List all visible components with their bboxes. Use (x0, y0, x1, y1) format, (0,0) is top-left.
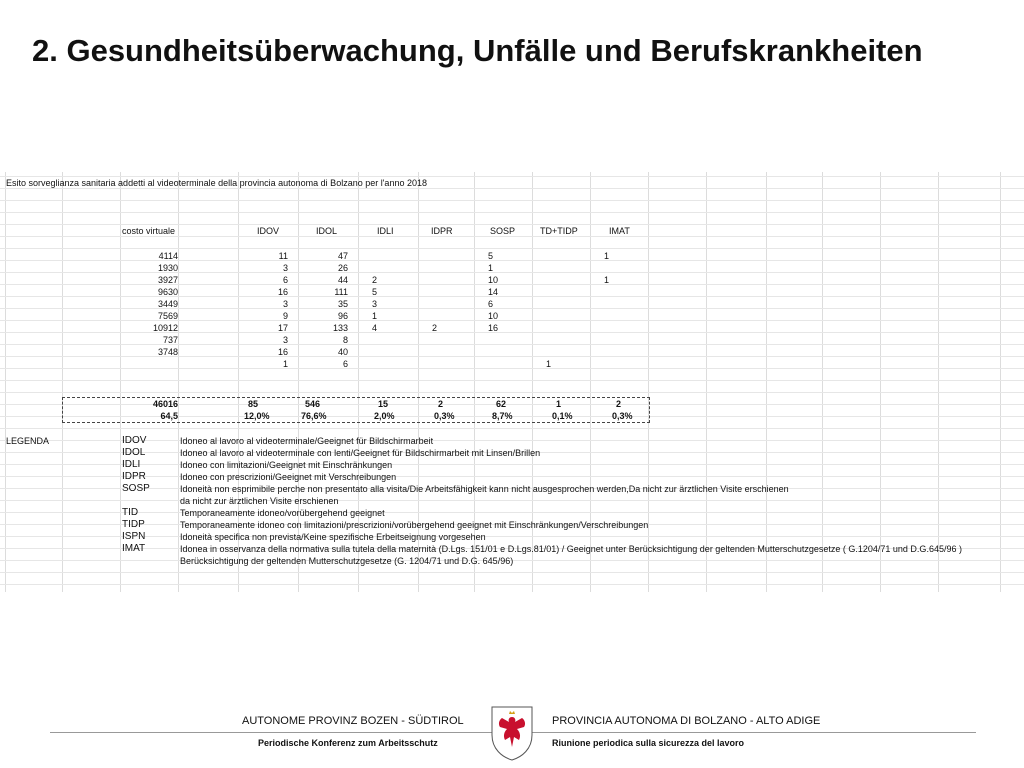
grid-row-line (0, 428, 1024, 429)
table-cell: 737 (162, 335, 178, 345)
table-cell: 3 (282, 263, 288, 273)
grid-column-line (938, 172, 939, 592)
table-cell: 14 (488, 287, 499, 297)
grid-row-line (0, 248, 1024, 249)
footer-left-subtitle: Periodische Konferenz zum Arbeitsschutz (258, 738, 438, 748)
table-cell: 40 (337, 347, 348, 357)
table-cell: 96 (337, 311, 348, 321)
table-cell: 1 (604, 251, 610, 261)
grid-column-line (62, 172, 63, 592)
table-cell: 1 (488, 263, 494, 273)
grid-row-line (0, 584, 1024, 585)
grid-row-line (0, 380, 1024, 381)
legend-label: LEGENDA (6, 436, 50, 446)
legend-code: TIDP (122, 519, 145, 530)
legend-description: Idoneità non esprimibile perche non presentato alla visita/Die Arbeitsfähigkeit kann nicht ausgesprochen werden,Da nicht zur ärztlichen Visite erschienen (180, 484, 789, 494)
table-cell: 10 (488, 311, 499, 321)
totals-cell: 2 (438, 399, 444, 409)
table-cell: 5 (372, 287, 378, 297)
legend-code: IMAT (122, 543, 146, 554)
grid-row-line (0, 440, 1024, 441)
column-header: IDOL (316, 226, 338, 236)
legend-description: Berücksichtigung der geltenden Mutterschutzgesetze (G. 1204/71 und D.G. 645/96) (180, 556, 514, 566)
percent-cell: 64,5 (160, 411, 178, 421)
table-cell: 1 (372, 311, 378, 321)
footer-right-subtitle: Riunione periodica sulla sicurezza del lavoro (552, 738, 745, 748)
legend-code: IDOV (122, 435, 147, 446)
table-cell: 9630 (157, 287, 178, 297)
table-cell: 2 (372, 275, 378, 285)
legend-code: IDOL (122, 447, 146, 458)
table-cell: 6 (342, 359, 348, 369)
grid-column-line (766, 172, 767, 592)
legend-description: Idoneo al lavoro al videoterminale/Geeignet für Bildschirmarbeit (180, 436, 434, 446)
table-cell: 10 (488, 275, 499, 285)
totals-cell: 62 (496, 399, 507, 409)
percent-cell: 76,6% (301, 411, 327, 421)
table-cell: 3449 (157, 299, 178, 309)
totals-cell: 546 (305, 399, 321, 409)
spreadsheet-screenshot (0, 172, 1024, 592)
footer-left-title: AUTONOME PROVINZ BOZEN - SÜDTIROL (242, 715, 464, 727)
totals-box (62, 397, 650, 423)
table-cell: 35 (337, 299, 348, 309)
table-cell: 47 (337, 251, 348, 261)
legend-code: TID (122, 507, 139, 518)
totals-cell: 85 (248, 399, 259, 409)
table-cell: 26 (337, 263, 348, 273)
grid-row-line (0, 392, 1024, 393)
grid-row-line (0, 212, 1024, 213)
table-cell: 1 (546, 359, 552, 369)
table-cell: 9 (282, 311, 288, 321)
totals-cell: 1 (556, 399, 562, 409)
column-header: TD+TIDP (540, 226, 578, 236)
table-cell: 3927 (157, 275, 178, 285)
grid-column-line (706, 172, 707, 592)
table-cell: 133 (332, 323, 348, 333)
table-cell: 11 (278, 251, 288, 261)
table-cell: 4114 (158, 251, 178, 261)
column-header: IDOV (257, 226, 280, 236)
grid-row-line (0, 572, 1024, 573)
percent-cell: 2,0% (374, 411, 395, 421)
grid-row-line (0, 200, 1024, 201)
percent-cell: 0,3% (612, 411, 633, 421)
table-cell: 2 (432, 323, 438, 333)
percent-cell: 0,1% (552, 411, 573, 421)
table-cell: 6 (488, 299, 494, 309)
grid-column-line (120, 172, 121, 592)
column-header: IDLI (377, 226, 394, 236)
legend-description: da nicht zur ärztlichen Visite erschienen (180, 496, 339, 506)
grid-row-line (0, 536, 1024, 537)
table-cell: 16 (277, 347, 288, 357)
table-cell: 16 (488, 323, 499, 333)
table-cell: 3 (282, 299, 288, 309)
percent-cell: 12,0% (244, 411, 270, 421)
grid-row-line (0, 512, 1024, 513)
table-cell: 1930 (157, 263, 178, 273)
legend-description: Idonea in osservanza della normativa sulla tutela della maternità (D.Lgs. 151/01 e D.Lgs.81/01) / Geeignet unter Berücksichtigung der geltenden Mutterschutzgesetze ( G.1204/71 und D.G.645/96 ) (180, 544, 962, 554)
sheet-heading: Esito sorveglianza sanitaria addetti al videoterminale della provincia autonoma di Bolzano per l'anno 2018 (6, 178, 427, 188)
totals-cell: 15 (378, 399, 389, 409)
table-cell: 7569 (157, 311, 178, 321)
legend-code: IDLI (122, 459, 141, 470)
table-cell: 17 (277, 323, 288, 333)
legend-description: Idoneità specifica non prevista/Keine spezifische Erbeitseignung vorgesehen (180, 532, 486, 542)
table-cell: 111 (334, 287, 348, 297)
percent-cell: 8,7% (492, 411, 513, 421)
grid-row-line (0, 368, 1024, 369)
grid-column-line (822, 172, 823, 592)
legend-description: Idoneo con prescrizioni/Geeignet mit Verschreibungen (180, 472, 397, 482)
table-cell: 16 (277, 287, 288, 297)
percent-cell: 0,3% (434, 411, 455, 421)
grid-column-line (880, 172, 881, 592)
legend-description: Temporaneamente idoneo con limitazioni/prescrizioni/vorübergehend geeignet mit Einschränkungen/Verschreibungen (180, 520, 649, 530)
table-cell: 3 (282, 335, 288, 345)
table-cell: 6 (282, 275, 288, 285)
grid-column-line (178, 172, 179, 592)
column-header: IDPR (431, 226, 453, 236)
table-cell: 10912 (152, 323, 178, 333)
table-cell: 44 (337, 275, 348, 285)
column-header: SOSP (490, 226, 516, 236)
coat-of-arms-logo (490, 705, 534, 761)
legend-description: Temporaneamente idoneo/vorübergehend geeignet (180, 508, 385, 518)
legend-description: Idoneo con limitazioni/Geeignet mit Einschränkungen (180, 460, 393, 470)
grid-row-line (0, 476, 1024, 477)
table-cell: 1 (282, 359, 288, 369)
grid-column-line (5, 172, 6, 592)
table-cell: 1 (604, 275, 610, 285)
table-cell: 4 (372, 323, 378, 333)
totals-cell: 46016 (152, 399, 178, 409)
table-cell: 8 (342, 335, 348, 345)
totals-cell: 2 (616, 399, 622, 409)
table-cell: 5 (488, 251, 494, 261)
table-cell: 3 (372, 299, 378, 309)
footer-right-title: PROVINCIA AUTONOMA DI BOLZANO - ALTO ADIGE (552, 715, 821, 727)
slide-title: 2. Gesundheitsüberwachung, Unfälle und Berufskrankheiten (32, 33, 923, 68)
table-cell: 3748 (157, 347, 178, 357)
legend-description: Idoneo al lavoro al videoterminale con lenti/Geeignet für Bildschirmarbeit mit Linsen/Brillen (180, 448, 541, 458)
grid-column-line (1000, 172, 1001, 592)
column-header: IMAT (609, 226, 630, 236)
legend-code: SOSP (122, 483, 150, 494)
legend-code: ISPN (122, 531, 146, 542)
grid-row-line (0, 500, 1024, 501)
legend-code: IDPR (122, 471, 146, 482)
grid-row-line (0, 464, 1024, 465)
column-header: costo virtuale (122, 226, 176, 236)
